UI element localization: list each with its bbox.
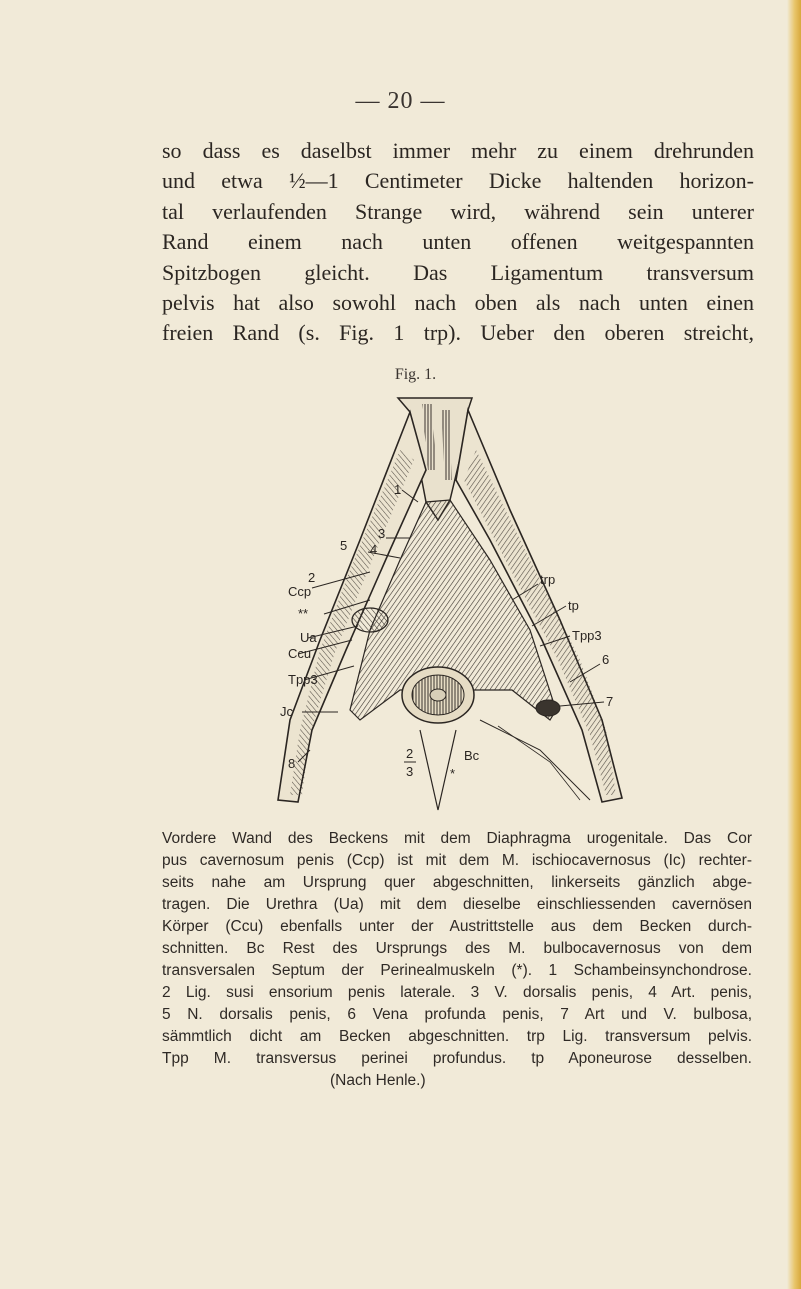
body-line: Rand einem nach unten offenen weitgespannten bbox=[162, 229, 754, 255]
caption-line: schnitten. Bc Rest des Ursprungs des M. bulbocavernosus von dem bbox=[162, 940, 752, 957]
label-ccp: Ccp bbox=[288, 584, 312, 599]
label-8: 8 bbox=[288, 756, 296, 771]
anatomical-figure bbox=[250, 390, 650, 820]
label-6: 6 bbox=[602, 652, 610, 667]
body-line: Spitzbogen gleicht. Das Ligamentum transversum bbox=[162, 259, 754, 285]
label-3: 3 bbox=[378, 526, 386, 541]
label-star: * bbox=[450, 766, 456, 781]
label-jc: Jc bbox=[280, 704, 293, 719]
caption-credit: (Nach Henle.) bbox=[330, 1072, 426, 1089]
label-bc: Bc bbox=[464, 748, 480, 763]
caption-line: sämmtlich dicht am Becken abgeschnitten. trp Lig. transversum pelvis. bbox=[162, 1028, 752, 1045]
label-fraction-numerator: 2 bbox=[406, 746, 414, 761]
page-number: — 20 — bbox=[355, 88, 446, 114]
label-2: 2 bbox=[308, 570, 316, 585]
body-line: pelvis hat also sowohl nach oben als nach unten einen bbox=[162, 290, 754, 316]
label-7: 7 bbox=[606, 694, 614, 709]
body-line: und etwa ½—1 Centimeter Dicke haltenden horizon- bbox=[162, 168, 754, 194]
label-tp: tp bbox=[568, 598, 579, 613]
label-ua: Ua bbox=[300, 630, 317, 645]
body-line: tal verlaufenden Strange wird, während sein unterer bbox=[162, 198, 754, 224]
label-stars: ** bbox=[298, 606, 309, 621]
label-fraction-denominator: 3 bbox=[406, 764, 414, 779]
label-5: 5 bbox=[340, 538, 348, 553]
label-1: 1 bbox=[394, 482, 402, 497]
body-paragraph bbox=[162, 136, 754, 349]
label-tpp3-left: Tpp3 bbox=[288, 672, 318, 687]
label-4: 4 bbox=[370, 542, 378, 557]
body-line: so dass es daselbst immer mehr zu einem drehrunden bbox=[162, 138, 754, 163]
caption-line: 5 N. dorsalis penis, 6 Vena profunda penis, 7 Art und V. bulbosa, bbox=[162, 1006, 752, 1023]
caption-line: pus cavernosum penis (Ccp) ist mit dem M. ischiocavernosus (Ic) rechter- bbox=[162, 852, 752, 869]
corpus-cavernosum-section bbox=[352, 608, 388, 632]
caption-line: Tpp M. transversus perinei profundus. tp Aponeurose desselben. bbox=[162, 1050, 752, 1067]
page-edge bbox=[787, 0, 801, 1289]
right-vessel-section bbox=[536, 700, 560, 716]
caption-line: tragen. Die Urethra (Ua) mit dem dieselbe einschliessenden cavernösen bbox=[162, 896, 752, 913]
caption-line: 2 Lig. susi ensorium penis laterale. 3 V. dorsalis penis, 4 Art. penis, bbox=[162, 984, 752, 1001]
caption-line: Vordere Wand des Beckens mit dem Diaphragma urogenitale. Das Cor bbox=[162, 830, 752, 847]
caption-line: seits nahe am Ursprung quer abgeschnitten, linkerseits gänzlich abge- bbox=[162, 874, 752, 891]
transversus-fibres bbox=[480, 720, 590, 800]
caption-line: transversalen Septum der Perinealmuskeln (*). 1 Schambeinsynchondrose. bbox=[162, 962, 752, 979]
label-ccu: Ccu bbox=[288, 646, 312, 661]
figure-label: Fig. 1. bbox=[394, 366, 437, 383]
body-line: freien Rand (s. Fig. 1 trp). Ueber den oberen streicht, bbox=[162, 320, 754, 346]
transversus-fibres bbox=[498, 726, 580, 800]
figure-caption bbox=[162, 828, 752, 1092]
caption-line: Körper (Ccu) ebenfalls unter der Austrittstelle aus dem Becken durch- bbox=[162, 918, 752, 935]
label-trp: trp bbox=[540, 572, 556, 587]
pelvis-illustration bbox=[250, 390, 650, 820]
label-tpp3-right: Tpp3 bbox=[572, 628, 602, 643]
urethra-lumen bbox=[430, 689, 446, 701]
